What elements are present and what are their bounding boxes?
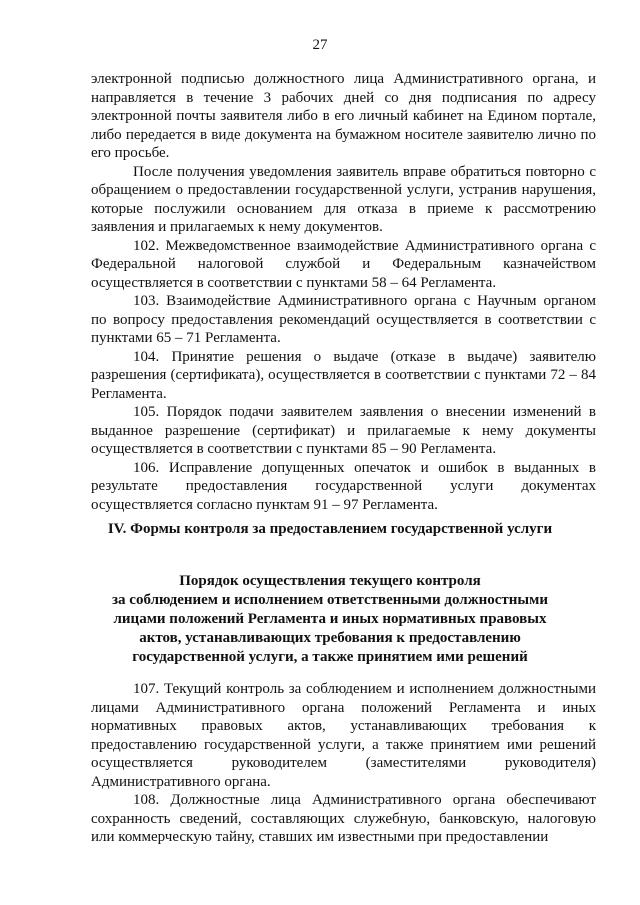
top-text-block (91, 70, 596, 514)
paragraph-107: 107. Текущий контроль за соблюдением и исполнением должностными лицами Административного органа положений Регламента и иных нормативных правовых актов, устанавливающих требования к предоставлению государственной услуги, а также принятием ими решений осуществляется руководителем (заместителями руководителя) Административного органа. (91, 681, 596, 790)
bottom-text-block (91, 680, 596, 847)
subsection-heading (80, 572, 580, 667)
subheading-line: за соблюдением и исполнением ответственными должностными (112, 592, 548, 608)
paragraph-103: 103. Взаимодействие Административного органа с Научным органом по вопросу предоставления рекомендаций осуществляется в соответствии с пунктами 65 – 71 Регламента. (91, 293, 596, 346)
subheading-line: актов, устанавливающих требования к предоставлению (139, 630, 521, 646)
paragraph-105: 105. Порядок подачи заявителем заявления о внесении изменений в выданное разрешение (сертификат) и прилагаемые к нему документы осуществляется в соответствии с пунктами 85 – 90 Регламента. (91, 404, 596, 457)
paragraph-104: 104. Принятие решения о выдаче (отказе в выдаче) заявителю разрешения (сертификата), осуществляется в соответствии с пунктами 72 – 84 Регламента. (91, 348, 596, 402)
paragraph-106: 106. Исправление допущенных опечаток и ошибок в выданных в результате предоставления государственной услуги документах осуществляется согласно пунктам 91 – 97 Регламента. (91, 459, 596, 513)
paragraph-102: 102. Межведомственное взаимодействие Административного органа с Федеральной налоговой службой и Федеральным казначейством осуществляется в соответствии с пунктами 58 – 64 Регламента. (91, 237, 596, 291)
paragraph-resubmission: После получения уведомления заявитель вправе обратиться повторно с обращением о предоставлении государственной услуги, устранив нарушения, которые послужили основанием для отказа в приеме к рассмотрению заявления и прилагаемых к нему документов. (91, 163, 596, 235)
page-number: 27 (312, 37, 328, 53)
section-heading: IV. Формы контроля за предоставлением государственной услуги (107, 521, 553, 537)
paragraph-continuation: электронной подписью должностного лица Административного органа, и направляется в течение 3 рабочих дней со дня подписания по адресу электронной почты заявителя либо в его личный кабинет на Едином портале, либо передается в виде документа на бумажном носителе заявителю лично по его просьбе. (91, 71, 596, 161)
paragraph-108: 108. Должностные лица Административного органа обеспечивают сохранность сведений, составляющих служебную, банковскую, налоговую или коммерческую тайну, ставших им известными при предоставлении (91, 792, 596, 845)
subheading-line: государственной услуги, а также принятием ими решений (132, 649, 528, 665)
subheading-line: Порядок осуществления текущего контроля (179, 573, 481, 589)
subheading-line: лицами положений Регламента и иных нормативных правовых (113, 611, 547, 627)
